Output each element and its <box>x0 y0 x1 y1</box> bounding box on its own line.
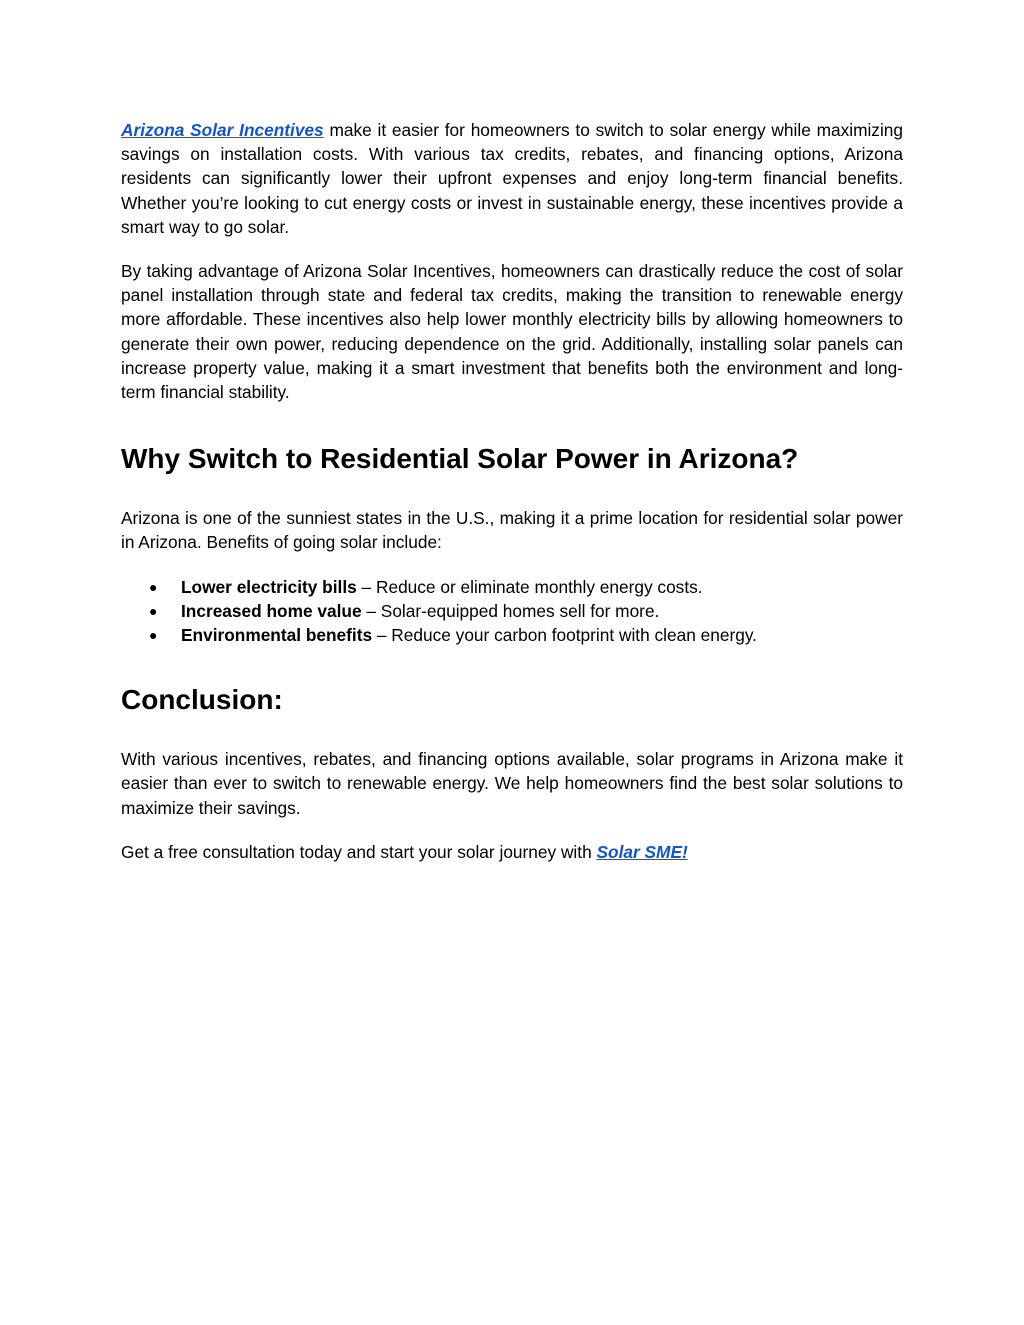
cta-paragraph <box>121 840 903 864</box>
document-page <box>121 118 903 864</box>
list-item <box>121 623 903 647</box>
benefit-title: Environmental benefits <box>181 625 373 646</box>
cta-text: Get a free consultation today and start your solar journey with <box>121 841 597 862</box>
benefit-title: Lower electricity bills <box>181 576 357 597</box>
arizona-solar-incentives-link[interactable]: Arizona Solar Incentives <box>121 120 324 140</box>
bullet-icon: ● <box>149 578 158 595</box>
benefit-text: – Reduce or eliminate monthly energy costs. <box>356 576 703 597</box>
bullet-icon: ● <box>149 602 158 619</box>
benefit-title: Increased home value <box>181 600 362 621</box>
solar-sme-link[interactable]: Solar SME! <box>596 841 688 862</box>
why-switch-heading: Why Switch to Residential Solar Power in Arizona? <box>121 443 799 475</box>
intro-text: make it easier for homeowners to switch to solar energy while maximizing savings on installation costs. With various tax credits, rebates, and financing options, Arizona residents can significantly lower their upfront expenses and enjoy long-term financial benefits. Whether you’re looking to cut energy costs or invest in sustainable energy, these incentives provide a smart way to go solar. <box>121 120 904 237</box>
conclusion-heading: Conclusion: <box>121 684 283 716</box>
list-item <box>121 575 903 599</box>
benefits-paragraph: By taking advantage of Arizona Solar Incentives, homeowners can drastically reduce the cost of solar panel installation through state and federal tax credits, making the transition to renewable energy more affordable. These incentives also help lower monthly electricity bills by allowing homeowners to generate their own power, reducing dependence on the grid. Additionally, installing solar panels can increase property value, making it a smart investment that benefits both the environment and long-term financial stability. <box>121 261 903 403</box>
benefits-list <box>121 575 903 648</box>
list-item <box>121 599 903 623</box>
benefit-text: – Reduce your carbon footprint with clean energy. <box>372 625 757 646</box>
intro-paragraph <box>121 118 903 239</box>
conclusion-paragraph: With various incentives, rebates, and financing options available, solar programs in Arizona make it easier than ever to switch to renewable energy. We help homeowners find the best solar solutions to maximize their savings. <box>121 749 903 818</box>
arizona-intro-paragraph: Arizona is one of the sunniest states in the U.S., making it a prime location for residential solar power in Arizona. Benefits of going solar include: <box>121 508 903 553</box>
bullet-icon: ● <box>149 627 158 644</box>
benefit-text: – Solar-equipped homes sell for more. <box>361 600 660 621</box>
